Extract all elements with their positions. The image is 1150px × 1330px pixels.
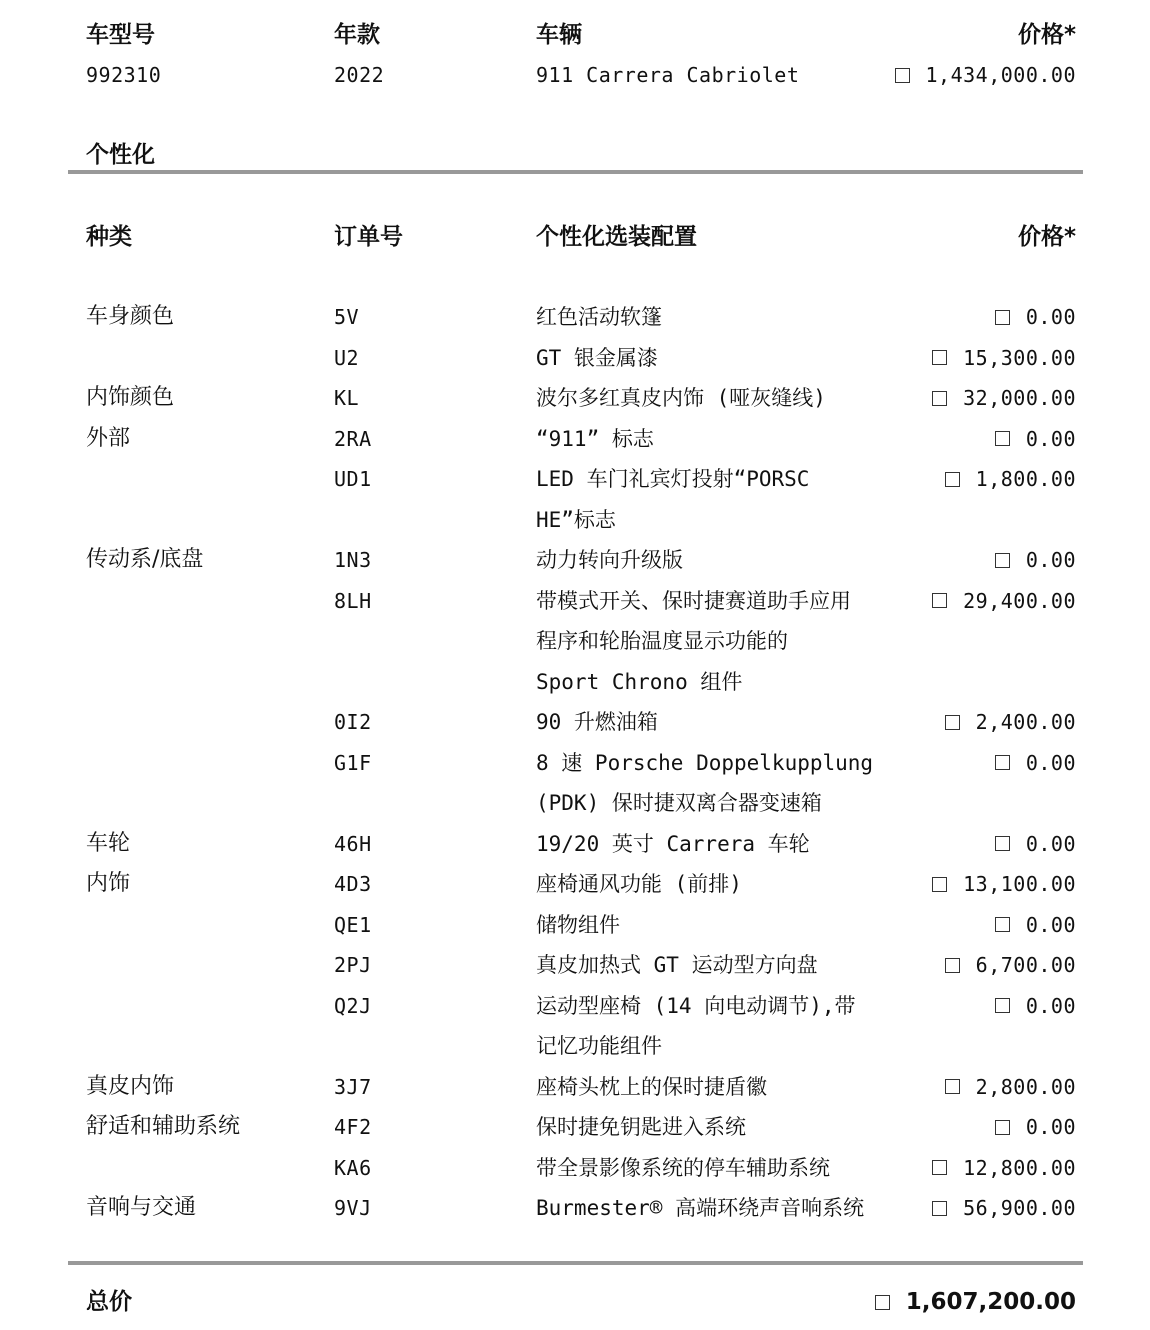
option-code: QE1	[334, 912, 372, 937]
vehicle-name-value: 911 Carrera Cabriolet	[536, 63, 800, 87]
option-description	[536, 945, 906, 986]
option-description-line: 带模式开关、保时捷赛道助手应用	[536, 588, 851, 613]
option-row	[0, 338, 1150, 379]
option-description	[536, 743, 906, 824]
total-price-value: 1,607,200.00	[905, 1289, 1076, 1315]
option-price-value: 6,700.00	[975, 953, 1076, 978]
option-price-checkbox[interactable]	[932, 350, 947, 365]
option-price-checkbox[interactable]	[932, 877, 947, 892]
vehicle-price	[895, 62, 1077, 88]
option-code: 8LH	[334, 588, 372, 613]
option-code: 0I2	[334, 710, 372, 734]
option-price-checkbox[interactable]	[945, 472, 960, 487]
option-price-value: 0.00	[1025, 1115, 1076, 1140]
option-description-line: 90 升燃油箱	[536, 710, 658, 734]
option-code: U2	[334, 345, 360, 370]
option-code: 46H	[334, 831, 372, 856]
option-category: 内饰颜色	[86, 385, 175, 410]
option-price-value: 29,400.00	[963, 588, 1076, 613]
option-row	[0, 905, 1150, 946]
option-row	[0, 743, 1150, 824]
option-description-line: GT 银金属漆	[536, 345, 658, 370]
total-price	[875, 1287, 1076, 1317]
option-description	[536, 986, 906, 1067]
option-description-line: 波尔多红真皮内饰 (哑灰缝线)	[536, 386, 826, 410]
option-row	[0, 945, 1150, 986]
option-description	[536, 1067, 906, 1108]
option-price	[932, 864, 1076, 905]
option-price-checkbox[interactable]	[995, 755, 1010, 770]
option-code: 3J7	[334, 1074, 372, 1099]
option-price-checkbox[interactable]	[995, 1120, 1010, 1135]
option-price	[995, 905, 1076, 946]
option-price-checkbox[interactable]	[995, 917, 1010, 932]
option-row	[0, 1107, 1150, 1148]
option-price	[932, 378, 1076, 419]
option-price	[995, 1107, 1076, 1148]
option-description	[536, 459, 906, 540]
option-row	[0, 540, 1150, 581]
option-row	[0, 1148, 1150, 1189]
option-price	[995, 540, 1076, 581]
option-code: G1F	[334, 750, 372, 775]
option-description	[536, 1188, 906, 1229]
option-price-checkbox[interactable]	[995, 998, 1010, 1013]
option-row	[0, 824, 1150, 865]
category-header: 种类	[86, 224, 132, 250]
vehicle-model-value: 992310	[86, 63, 162, 87]
option-description-line: 程序和轮胎温度显示功能的	[536, 629, 788, 653]
option-category: 舒适和辅助系统	[86, 1114, 241, 1139]
option-row	[0, 459, 1150, 540]
option-price-value: 2,400.00	[975, 710, 1076, 735]
option-description	[536, 864, 906, 905]
option-row	[0, 1188, 1150, 1229]
price-header: 价格*	[1017, 22, 1076, 48]
total-label: 总价	[86, 1289, 132, 1315]
option-price-value: 1,800.00	[975, 467, 1076, 492]
option-price-value: 13,100.00	[963, 872, 1076, 897]
option-code: 4F2	[334, 1115, 372, 1139]
option-description	[536, 581, 906, 703]
option-price	[995, 986, 1076, 1027]
option-price	[932, 1188, 1076, 1229]
option-price	[995, 419, 1076, 460]
vehicle-header: 车辆	[536, 22, 582, 48]
option-category: 音响与交通	[86, 1195, 197, 1220]
option-price-checkbox[interactable]	[995, 836, 1010, 851]
total-divider	[68, 1261, 1083, 1265]
model-header: 车型号	[86, 22, 155, 48]
option-price-value: 32,000.00	[963, 386, 1076, 411]
option-row	[0, 297, 1150, 338]
option-price-checkbox[interactable]	[995, 310, 1010, 325]
option-description	[536, 297, 906, 338]
option-row	[0, 1067, 1150, 1108]
section-title: 个性化	[86, 142, 155, 168]
option-description-line: Sport Chrono 组件	[536, 669, 743, 694]
option-price-checkbox[interactable]	[945, 1079, 960, 1094]
option-description	[536, 338, 906, 379]
option-price-value: 0.00	[1025, 305, 1076, 330]
option-price	[945, 459, 1076, 500]
option-price-value: 0.00	[1025, 750, 1076, 775]
option-price-value: 56,900.00	[963, 1196, 1076, 1221]
option-price-value: 12,800.00	[963, 1155, 1076, 1180]
option-code: 5V	[334, 305, 360, 329]
option-price	[945, 1067, 1076, 1108]
option-row	[0, 378, 1150, 419]
option-code: UD1	[334, 467, 372, 491]
option-price-checkbox[interactable]	[932, 391, 947, 406]
option-description-line: (PDK) 保时捷双离合器变速箱	[536, 791, 822, 815]
option-price	[995, 743, 1076, 784]
option-price-value: 0.00	[1025, 912, 1076, 937]
option-description-line: “911” 标志	[536, 426, 654, 451]
option-price-checkbox[interactable]	[932, 1160, 947, 1175]
option-price-value: 15,300.00	[963, 345, 1076, 370]
vehicle-price-checkbox[interactable]	[895, 68, 910, 83]
option-description-line: 座椅通风功能 (前排)	[536, 872, 742, 896]
option-price	[995, 297, 1076, 338]
option-price	[932, 338, 1076, 379]
option-price-checkbox[interactable]	[995, 431, 1010, 446]
option-description-line: 座椅头枕上的保时捷盾徽	[536, 1074, 767, 1099]
option-description-line: 动力转向升级版	[536, 548, 683, 572]
option-code: KL	[334, 386, 360, 410]
option-price-header: 价格*	[1017, 224, 1076, 250]
option-category: 外部	[86, 425, 131, 451]
option-description	[536, 702, 906, 743]
option-price	[995, 824, 1076, 865]
vehicle-year-value: 2022	[334, 63, 385, 87]
option-category: 车身颜色	[86, 304, 175, 329]
option-description	[536, 1148, 906, 1189]
option-header: 个性化选装配置	[536, 224, 697, 250]
section-divider	[68, 170, 1083, 174]
option-row	[0, 419, 1150, 460]
option-row	[0, 581, 1150, 703]
option-code: 4D3	[334, 872, 372, 896]
option-category: 传动系/底盘	[86, 547, 204, 572]
option-description-line: HE”标志	[536, 507, 616, 532]
total-price-checkbox[interactable]	[875, 1295, 890, 1310]
option-description-line: 8 速 Porsche Doppelkupplung	[536, 750, 874, 775]
option-price	[945, 702, 1076, 743]
option-price	[932, 1148, 1076, 1189]
option-price	[945, 945, 1076, 986]
option-description	[536, 540, 906, 581]
option-code: 2RA	[334, 426, 372, 451]
option-description	[536, 1107, 906, 1148]
option-description-line: 真皮加热式 GT 运动型方向盘	[536, 953, 818, 977]
vehicle-price-value: 1,434,000.00	[925, 63, 1076, 87]
option-price-value: 0.00	[1025, 831, 1076, 856]
option-description-line: 19/20 英寸 Carrera 车轮	[536, 831, 810, 856]
option-row	[0, 864, 1150, 905]
option-price-checkbox[interactable]	[932, 1201, 947, 1216]
option-price-value: 0.00	[1025, 993, 1076, 1018]
option-description-line: 带全景影像系统的停车辅助系统	[536, 1155, 830, 1180]
option-description	[536, 378, 906, 419]
option-category: 内饰	[86, 871, 131, 896]
option-price	[932, 581, 1076, 622]
option-price-checkbox[interactable]	[945, 958, 960, 973]
option-price-value: 2,800.00	[975, 1074, 1076, 1099]
option-code: Q2J	[334, 993, 372, 1018]
order-header: 订单号	[334, 224, 403, 250]
option-code: KA6	[334, 1155, 372, 1180]
option-description-line: 红色活动软篷	[536, 305, 662, 329]
option-category: 真皮内饰	[86, 1073, 175, 1099]
option-description	[536, 905, 906, 946]
option-description-line: 记忆功能组件	[536, 1034, 662, 1058]
option-price-checkbox[interactable]	[995, 553, 1010, 568]
option-row	[0, 702, 1150, 743]
option-code: 2PJ	[334, 953, 372, 977]
option-code: 9VJ	[334, 1196, 372, 1220]
option-price-value: 0.00	[1025, 548, 1076, 573]
option-price-value: 0.00	[1025, 426, 1076, 451]
option-description-line: LED 车门礼宾灯投射“PORSC	[536, 467, 810, 491]
option-price-checkbox[interactable]	[945, 715, 960, 730]
option-description-line: 运动型座椅 (14 向电动调节),带	[536, 993, 856, 1018]
option-description	[536, 824, 906, 865]
option-row	[0, 986, 1150, 1067]
option-code: 1N3	[334, 548, 372, 572]
option-description	[536, 419, 906, 460]
option-description-line: Burmester® 高端环绕声音响系统	[536, 1196, 865, 1220]
option-price-checkbox[interactable]	[932, 593, 947, 608]
option-description-line: 储物组件	[536, 912, 620, 937]
option-description-line: 保时捷免钥匙进入系统	[536, 1115, 746, 1139]
option-category: 车轮	[86, 830, 131, 856]
year-header: 年款	[334, 22, 380, 48]
